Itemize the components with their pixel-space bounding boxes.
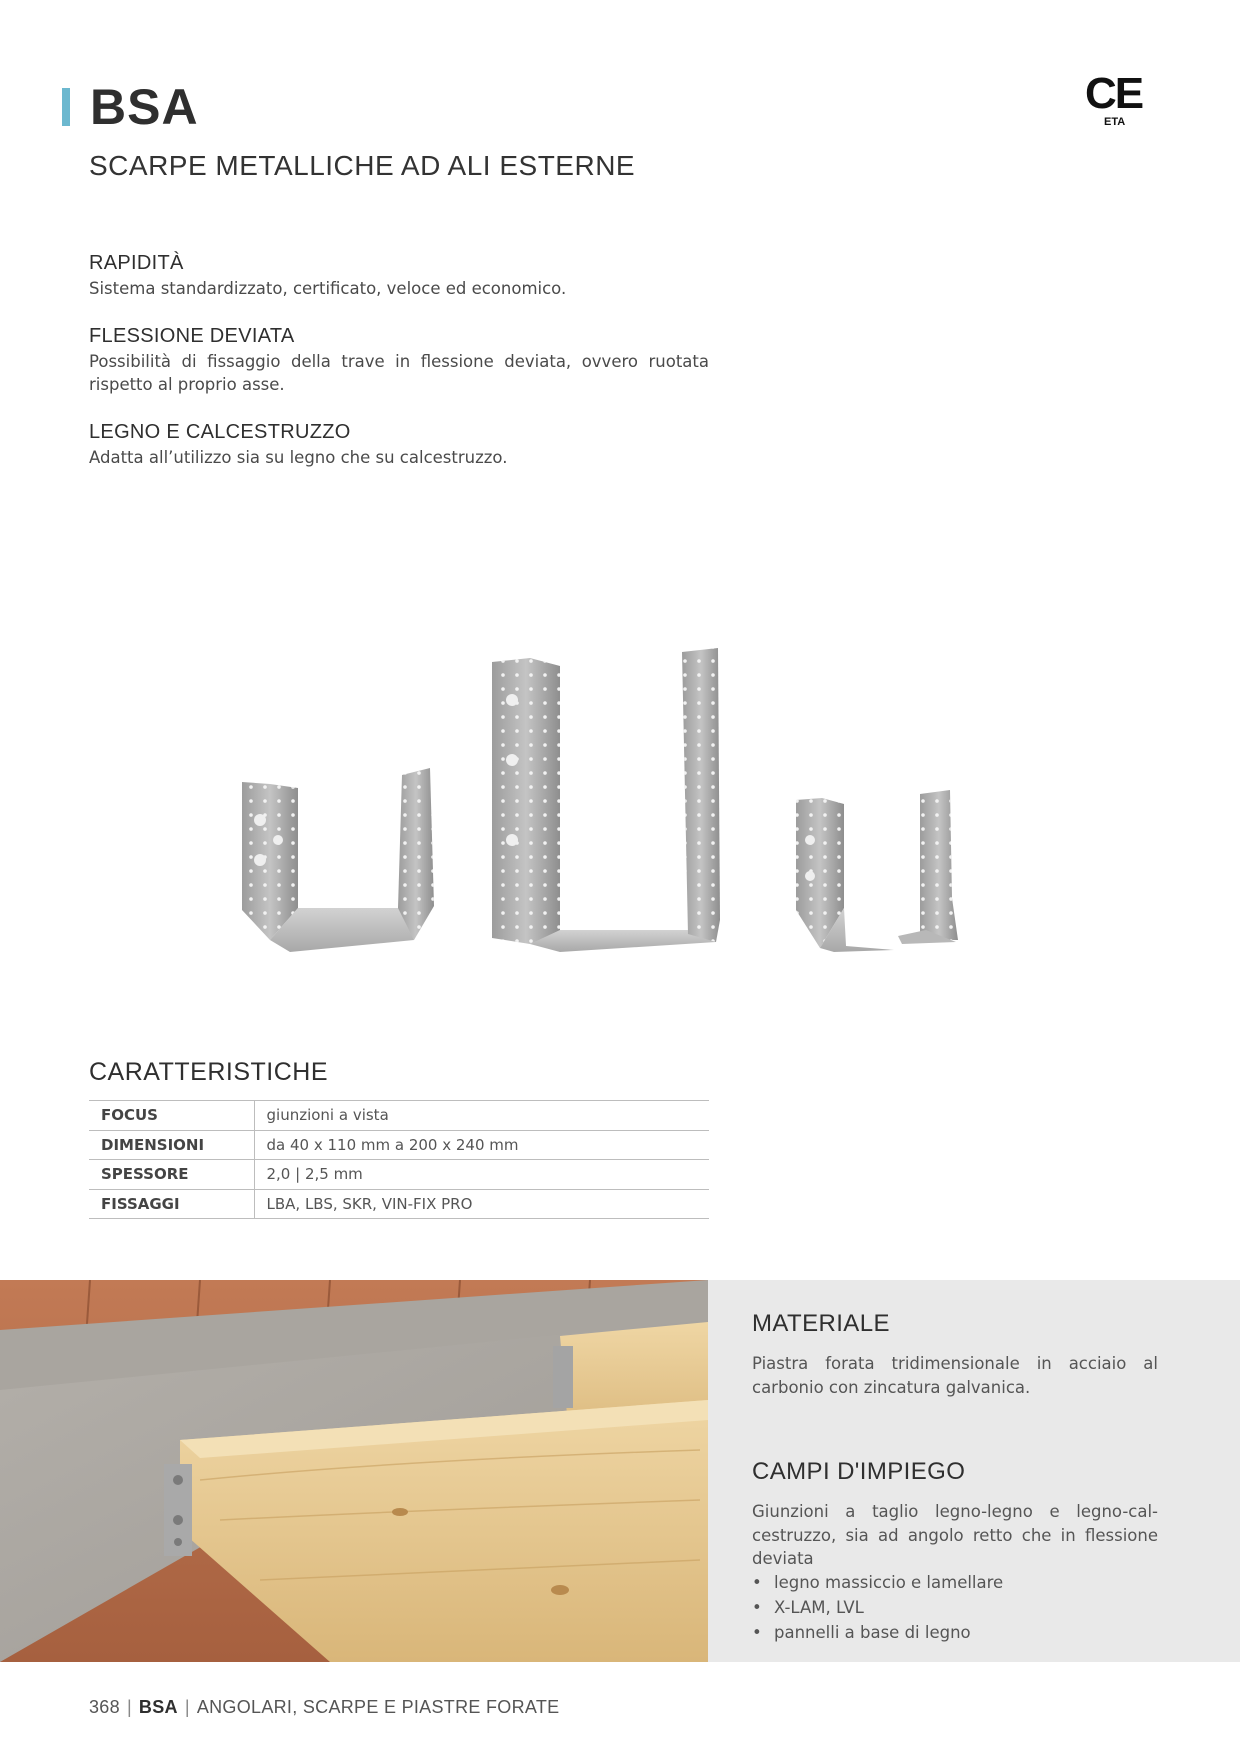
info-panel — [708, 1280, 1240, 1662]
page-footer — [89, 1697, 559, 1718]
spec-key: FOCUS — [89, 1101, 254, 1131]
materiale-title: MATERIALE — [752, 1310, 890, 1337]
feature-flessione-deviata — [89, 325, 709, 396]
feature-text: Possibilità di fissaggio della trave in flessione deviata, ovvero ruotata rispetto al proprio asse. — [89, 352, 709, 394]
feature-title: RAPIDITÀ — [89, 252, 184, 274]
characteristics-table — [89, 1100, 709, 1219]
spec-value: da 40 x 110 mm a 200 x 240 mm — [266, 1135, 519, 1154]
footer-product: BSA — [138, 1697, 178, 1717]
eta-label: ETA — [1104, 116, 1126, 128]
application-photo — [0, 1280, 708, 1662]
footer-separator: | — [126, 1697, 132, 1717]
campi-impiego-list — [752, 1570, 1158, 1645]
product-hangers-image — [230, 640, 990, 970]
footer-separator: | — [184, 1697, 190, 1717]
feature-text: Adatta all’utilizzo sia su legno che su calcestruzzo. — [89, 448, 508, 467]
campi-impiego-title: CAMPI D'IMPIEGO — [752, 1458, 966, 1485]
table-row — [89, 1160, 709, 1190]
title-accent-bar — [62, 88, 70, 126]
feature-title: LEGNO E CALCESTRUZZO — [89, 421, 351, 443]
campi-impiego-text: Giunzioni a taglio legno-legno e legno-cal-cestruzzo, sia ad angolo retto che in flessione deviata — [752, 1502, 1158, 1568]
table-row — [89, 1101, 709, 1131]
characteristics-title: CARATTERISTICHE — [89, 1058, 328, 1086]
list-item: • legno massiccio e lamellare — [752, 1570, 1158, 1595]
feature-legno-calcestruzzo — [89, 421, 709, 469]
feature-title: FLESSIONE DEVIATA — [89, 325, 295, 347]
ce-icon: CE — [1085, 69, 1143, 118]
hanger-small — [796, 790, 958, 952]
ce-certification-mark — [1085, 69, 1143, 130]
hanger-medium — [242, 768, 434, 952]
hanger-tall — [492, 648, 720, 952]
table-row — [89, 1189, 709, 1219]
list-item: • pannelli a base di legno — [752, 1620, 1158, 1645]
spec-value: giunzioni a vista — [266, 1106, 389, 1125]
footer-section: ANGOLARI, SCARPE E PIASTRE FORATE — [196, 1697, 560, 1717]
page-title: BSA — [90, 79, 199, 135]
page-number: 368 — [89, 1697, 120, 1717]
spec-key: FISSAGGI — [89, 1189, 254, 1219]
spec-key: DIMENSIONI — [89, 1130, 254, 1160]
feature-rapidita — [89, 252, 709, 300]
table-row — [89, 1130, 709, 1160]
list-item: • X-LAM, LVL — [752, 1595, 1158, 1620]
spec-value: 2,0 | 2,5 mm — [266, 1165, 363, 1184]
feature-text: Sistema standardizzato, certificato, veloce ed economico. — [89, 279, 567, 298]
materiale-text: Piastra forata tridimensionale in acciaio al carbonio con zincatura galvanica. — [752, 1354, 1158, 1397]
page-subtitle: SCARPE METALLICHE AD ALI ESTERNE — [89, 150, 636, 181]
spec-key: SPESSORE — [89, 1160, 254, 1190]
spec-value: LBA, LBS, SKR, VIN-FIX PRO — [266, 1194, 473, 1213]
